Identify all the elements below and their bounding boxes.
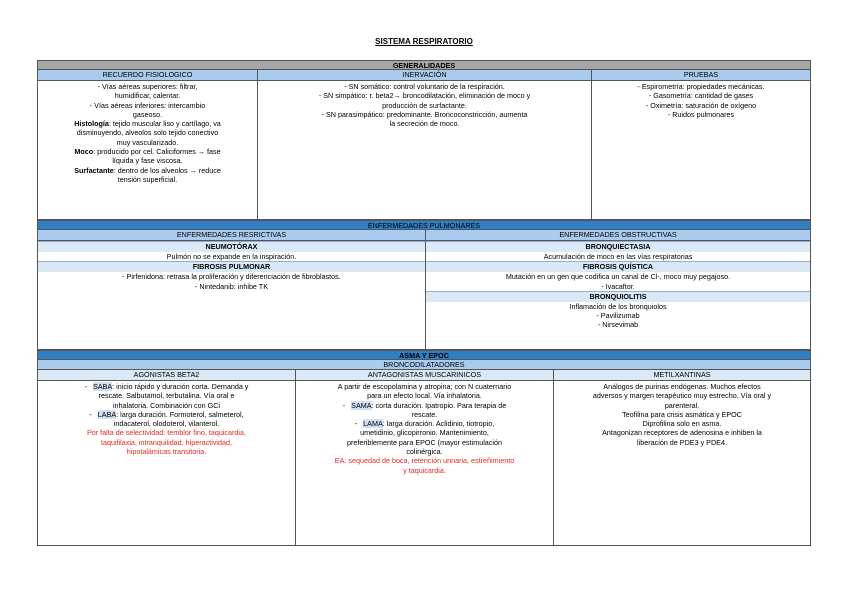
saba-text: inhalatoria. Combinación con GCi xyxy=(112,400,221,410)
moco-text: : producido por cel. Caliciformes → fase xyxy=(93,147,221,157)
metilxantinas-line: Antagonizan receptores de adenosina e inhiben la xyxy=(602,428,762,438)
fibrosis-quistica-line: Mutación en un gen que codifica un canal de Cl-, moco muy pegajoso. xyxy=(505,272,731,282)
muscarinicos-adverse-effects: EA: sequedad de boca, retención urinaria, estreñimiento xyxy=(334,456,515,466)
lama-label: LAMA xyxy=(363,419,383,429)
document-title: SISTEMA RESPIRATORIO xyxy=(375,37,473,46)
metilxantinas-body xyxy=(554,381,810,448)
muscarinicos-column xyxy=(296,370,554,545)
recuerdo-body xyxy=(38,81,257,219)
inervacion-body xyxy=(258,81,591,129)
histologia-label: Histología xyxy=(74,119,109,129)
surfactante-text: tensión superficial. xyxy=(117,174,178,184)
pruebas-line: - Espirometría: propiedades mecánicas. xyxy=(637,82,765,91)
pruebas-line: - Gasometría: cantidad de gases xyxy=(648,91,754,101)
muscarinicos-intro: para un efecto local. Vía inhalatoria. xyxy=(367,391,482,401)
bullet: - xyxy=(89,409,98,419)
moco-line xyxy=(42,147,253,156)
restrictivas-header: ENFERMEDADES RESRICTIVAS xyxy=(38,230,425,241)
beta2-adverse-effects: Por falta de selectividad: temblor fino, taquicardia, xyxy=(86,428,246,438)
laba-text: indacaterol, olodoterol, vilanterol. xyxy=(113,419,220,429)
broncodilatadores-header: BRONCODILATADORES xyxy=(37,360,811,370)
lama-text: umetidinio, glicopirronio. Mantenimiento, xyxy=(360,428,489,438)
muscarinicos-intro: A partir de escopolamina y atropina; con N cuaternario xyxy=(337,382,512,391)
lama-text: colinérgica. xyxy=(406,447,443,457)
metilxantinas-header: METILXANTINAS xyxy=(554,370,810,381)
fibrosis-title: FIBROSIS PULMONAR xyxy=(38,261,425,272)
obstructivas-body xyxy=(426,241,810,330)
histologia-line xyxy=(42,119,253,128)
beta2-adverse-effects: hipotalámicas transitoria. xyxy=(126,447,207,457)
metilxantinas-line: Análogos de purinas endógenas. Muchos efectos xyxy=(603,382,761,391)
bullet: - xyxy=(354,419,364,429)
inervacion-line: - SN somático: control voluntario de la respiración. xyxy=(344,82,505,91)
metilxantinas-line: liberación de PDE3 y PDE4. xyxy=(637,437,727,447)
fibrosis-line: - Pirfenidona: retrasa la proliferación y diferenciación de fibroblastos. xyxy=(122,272,341,282)
recuerdo-line: - Vías aéreas superiores: filtrar, xyxy=(97,82,198,91)
saba-line xyxy=(42,382,291,391)
sama-text: rescate. xyxy=(411,409,438,419)
beta2-body xyxy=(38,381,295,545)
generalidades-header: GENERALIDADES xyxy=(37,60,811,70)
neumotorax-line: Pulmón no se expande en la inspiración. xyxy=(166,252,297,261)
restrictivas-body xyxy=(38,241,425,349)
beta2-column xyxy=(38,370,296,545)
enfermedades-row xyxy=(37,230,811,350)
fibrosis-line: - Nintedanib: inhibe TK xyxy=(195,281,268,291)
fibrosis-quistica-line: - Ivacaftor. xyxy=(601,281,635,291)
surfactante-label: Surfactante xyxy=(74,165,114,175)
laba-line xyxy=(42,410,291,419)
saba-label: SABA xyxy=(92,382,113,391)
bronquiolitis-line: - Pavilizumab xyxy=(596,311,640,321)
inervacion-column xyxy=(258,70,592,219)
bronquiectasia-title: BRONQUIECTASIA xyxy=(426,241,810,252)
asma-row xyxy=(37,370,811,546)
fibrosis-quistica-title: FIBROSIS QUÍSTICA xyxy=(426,261,810,272)
recuerdo-column xyxy=(38,70,258,219)
beta2-adverse-effects: taquifilaxia, intranquilidad, hiperactividad, xyxy=(100,437,233,447)
inervacion-line: producción de surfactante. xyxy=(382,100,467,110)
surfactante-text: : dentro de los alveolos → reduce xyxy=(113,165,221,175)
inervacion-line: la secreción de moco. xyxy=(389,119,460,129)
recuerdo-line: gaseoso. xyxy=(132,109,163,119)
metilxantinas-column xyxy=(554,370,810,545)
pruebas-line: - Ruidos pulmonares xyxy=(667,109,735,119)
summary-table xyxy=(37,60,811,546)
lama-text: : larga duración. Aclidinio, tiotropio, xyxy=(382,419,495,429)
beta2-header: AGONISTAS BETA2 xyxy=(38,370,295,381)
bronquiectasia-line: Acumulación de moco en las vías respiratorias xyxy=(543,252,693,261)
asma-header: ASMA Y EPOC xyxy=(37,350,811,360)
recuerdo-header: RECUERDO FISIOLOGICO xyxy=(38,70,257,81)
muscarinicos-adverse-effects: y taquicardia. xyxy=(403,465,446,475)
bullet: - xyxy=(342,400,352,410)
inervacion-line: - SN simpático: r. beta2→ broncodilatación, eliminación de moco y xyxy=(318,91,531,101)
obstructivas-header: ENFERMEDADES OBSTRUCTIVAS xyxy=(426,230,810,241)
lama-line xyxy=(300,419,549,428)
sama-label: SAMA xyxy=(351,400,372,410)
bronquiolitis-line: - Nirsevimab xyxy=(597,320,639,330)
sama-line xyxy=(300,401,549,410)
enfermedades-header: ENFERMEDADES PULMONARES xyxy=(37,220,811,230)
bronquiolitis-line: Inflamación de los bronquiolos xyxy=(569,301,667,311)
saba-text: rescate. Salbutamol, terbutalina. Vía oral e xyxy=(98,391,235,401)
metilxantinas-line: Diprofilina solo en asma. xyxy=(642,419,722,429)
moco-label: Moco xyxy=(74,147,94,157)
pruebas-column xyxy=(592,70,810,219)
bronquiolitis-title: BRONQUIOLITIS xyxy=(426,291,810,302)
metilxantinas-line: adversos y margen terapéutico muy estrecho. Vía oral y xyxy=(592,391,772,401)
generalidades-row xyxy=(37,70,811,220)
restrictivas-column xyxy=(38,230,426,349)
inervacion-header: INERVACIÓN xyxy=(258,70,591,81)
lama-text: preferiblemente para EPOC (mayor estimulación xyxy=(347,437,502,447)
bullet: - xyxy=(84,382,93,391)
histologia-text: : tejido muscular liso y cartílago, va xyxy=(108,119,221,129)
surfactante-line xyxy=(42,166,253,175)
metilxantinas-line: Teofilina para crisis asmática y EPOC xyxy=(622,409,742,419)
obstructivas-column xyxy=(426,230,810,349)
pruebas-body xyxy=(592,81,810,120)
pruebas-line: - Oximetría: saturación de oxígeno xyxy=(645,100,757,110)
pruebas-header: PRUEBAS xyxy=(592,70,810,81)
metilxantinas-line: parenteral. xyxy=(664,400,700,410)
laba-label: LABA xyxy=(97,409,117,419)
muscarinicos-header: ANTAGONISTAS MUSCARINICOS xyxy=(296,370,553,381)
saba-text: : inicio rápido y duración corta. Demanda y xyxy=(112,382,249,391)
recuerdo-line: - Vías aéreas inferiores: intercambio xyxy=(89,100,206,110)
histologia-text: disminuyendo, alveolos solo tejido conectivo xyxy=(76,128,219,138)
inervacion-line: - SN parasimpático: predominante. Broncoconstricción, aumenta xyxy=(321,109,528,119)
moco-text: líquida y fase viscosa. xyxy=(112,156,183,166)
sama-text: : corta duración. Ipatropio. Para terapia de xyxy=(371,400,507,410)
laba-text: : larga duración. Formoterol, salmeterol, xyxy=(116,409,244,419)
muscarinicos-body xyxy=(296,381,553,476)
neumotorax-title: NEUMOTÓRAX xyxy=(38,241,425,252)
histologia-text: muy vascularizado. xyxy=(116,137,179,147)
recuerdo-line: humidificar, calentar. xyxy=(114,91,181,101)
